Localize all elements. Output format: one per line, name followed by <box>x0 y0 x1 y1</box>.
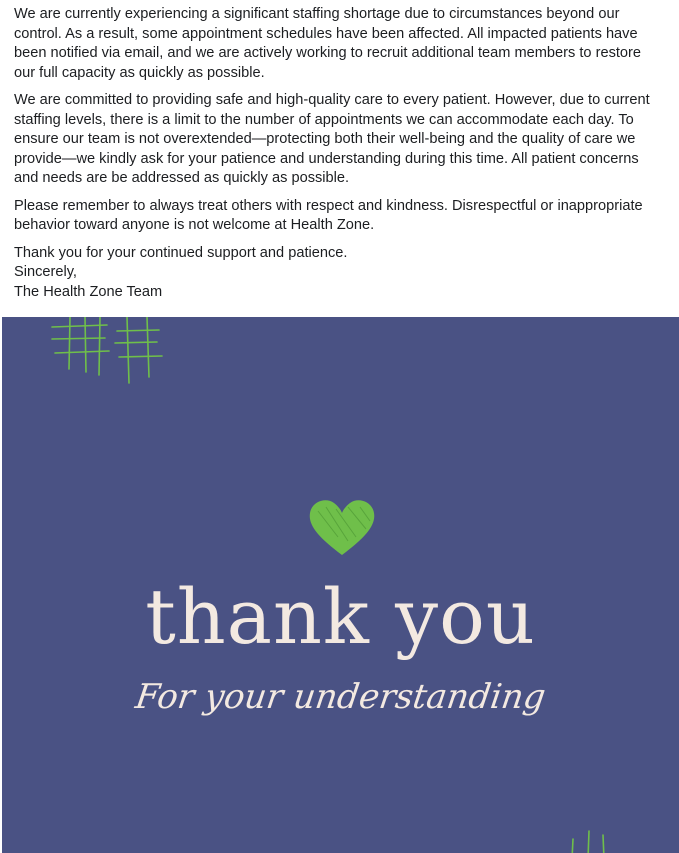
image-title: thank you <box>145 572 536 661</box>
post-closing <box>14 244 664 303</box>
post-paragraph-1: We are currently experiencing a significant staffing shortage due to circumstances beyond our control. As a result, some appointment schedules have been affected. All impacted patients have been notified via email, and we are actively working to recruit additional team members to restore our full capacity as quickly as possible. <box>14 6 642 81</box>
closing-sincerely: Sincerely, <box>14 264 77 280</box>
heart-icon <box>308 497 376 557</box>
image-subtitle: For your understanding <box>132 677 549 717</box>
post-image[interactable] <box>2 317 679 853</box>
grid-scribble-icon-bottom <box>562 829 622 853</box>
post-paragraph-3: Please remember to always treat others with respect and kindness. Disrespectful or inappropriate behavior toward anyone is not welcome at Health Zone. <box>14 197 643 233</box>
post-body <box>14 5 664 302</box>
grid-scribble-icon <box>47 317 167 387</box>
post-paragraph-2: We are committed to providing safe and high-quality care to every patient. However, due to current staffing levels, there is a limit to the number of appointments we can accommodate each day. To ensure our team is not overextended—protecting both their well-being and the quality of care we provide—we kindly ask for your patience and understanding during this time. All patient concerns and needs are be addressed as quickly as possible. <box>14 92 650 186</box>
closing-thanks: Thank you for your continued support and patience. <box>14 244 348 261</box>
closing-signature: The Health Zone Team <box>14 283 163 300</box>
